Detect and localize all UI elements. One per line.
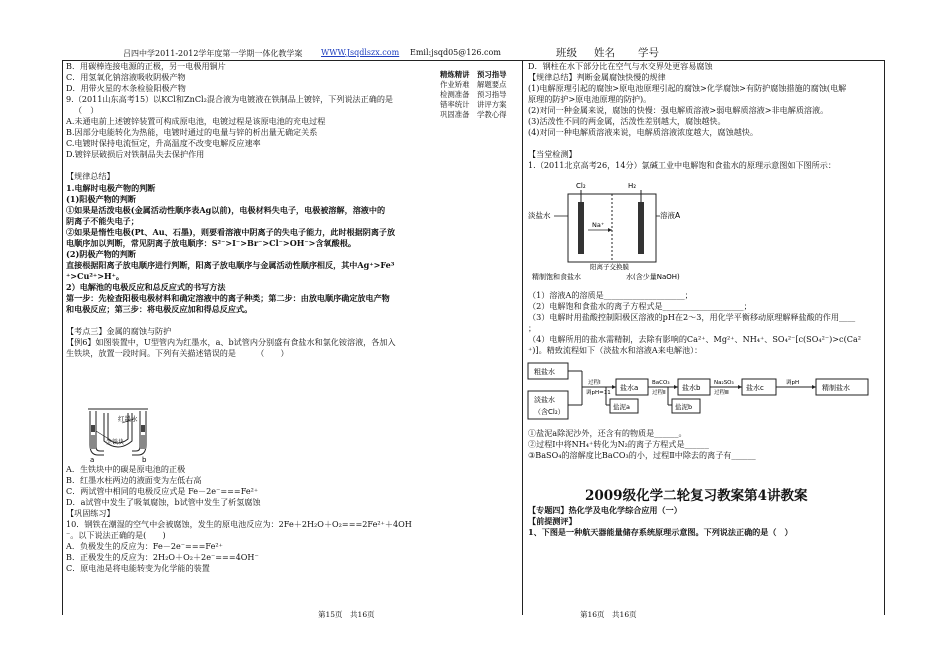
text-line: ②如果是惰性电极(Pt、Au、石墨)，则要看溶液中阴离子的失电子能力，此时根据阴离子放 [66,226,396,237]
text-line: C．原电池是将电能转变为化学能的装置 [66,563,210,574]
membrane-label: 阳离子交换膜 [590,263,629,271]
text-line: 【前提测评】 [528,516,577,527]
na2so3-label: Na₂SO₃ [714,380,734,386]
side-guide-item: 检测准备 预习指导 [440,90,507,99]
right-column-text [528,61,846,171]
lesson-title: 2009级化学二轮复习教案第4讲教案 [585,488,808,504]
text-line: （ ） [74,105,99,116]
left-column-text-2 [66,464,412,574]
name-label: 姓名 [594,47,615,59]
dilute-brine-sub: （含Cl₂） [534,408,565,416]
salt-water-a-box: 盐水a [620,384,639,392]
text-line: 【巩固练习】 [66,508,115,519]
email-text: Emil:jsqd05@126.com [410,48,501,57]
class-label: 班级 [556,47,577,59]
text-line [66,315,396,326]
text-line: C．两试管中相同的电极反应式是 Fe－2e⁻===Fe²⁺ [66,486,259,497]
text-line: ⁺>Cu²⁺>H⁺。 [66,270,124,281]
text-line: 【当堂检测】 [528,149,577,160]
text-line: ①盐泥a除泥沙外，还含有的物质是______。 [528,428,687,438]
text-line: D．用带火星的木条检验阳极产物 [66,83,186,94]
refined-brine-box: 精制盐水 [822,384,850,392]
text-line: (1)电解原理引起的腐蚀>原电池原理引起的腐蚀>化学腐蚀>有防护腐蚀措施的腐蚀(电解 [528,83,847,94]
school-title: 吕四中学2011-2012学年度第一学期一体化教学案 [123,49,303,58]
side-guide [440,70,507,120]
dilute-brine-label: 淡盐水 [528,211,551,220]
text-line: ⁺)]。精致流程如下（淡盐水和溶液A来电解池）： [528,345,703,356]
salt-water-c-box: 盐水c [746,384,764,392]
text-line: 10．钢铁在潮湿的空气中会被腐蚀，发生的原电池反应为：2Fe＋2H₂O＋O₂===2Fe²⁺＋4OH [66,519,412,530]
side-guide-item: 错率统计 讲评方案 [440,100,507,109]
text-line: 【专题四】热化学及电化学综合应用（一） [528,505,682,515]
text-line: 和电极反应；第三步：将电极反应加和得总反应式。 [66,304,253,315]
cl2-label: Cl₂ [576,182,586,190]
u-tube-iron-label: 生铁块 [106,439,125,446]
text-line: A.未通电前上述镀锌装置可构成原电池，电镀过程是该原电池的充电过程 [66,116,326,127]
side-guide-item: 作业矫难 解题要点 [440,80,507,89]
text-line [528,138,846,149]
text-line: 1、下图是一种航天器能量储存系统原理示意图。下列说法正确的是（ ） [528,527,793,538]
adjust-ph-label: 调pH [786,380,800,386]
mud-b-box: 盐泥b [675,403,693,411]
text-line: 原理的防护>原电池原理的防护)。 [528,94,652,105]
saturated-brine-label: 精制饱和食盐水 [532,273,581,281]
tube-a-label: a [90,456,95,463]
text-line: 【规律总结】 [66,171,115,182]
number-label: 学号 [638,47,659,59]
text-line: D．钢柱在水下部分比在空气与水交界处更容易腐蚀 [528,61,713,71]
text-line: 【例6】如图装置中，U型管内为红墨水，a、b试管内分别盛有食盐水和氯化铵溶液，各加入 [66,337,396,348]
tube-b-label: b [142,456,147,463]
text-line: (1)阳极产物的判断 [66,193,136,204]
water-label: 水(含少量NaOH) [626,273,680,281]
text-line: (4)对同一种电解质溶液来说，电解质溶液浓度越大，腐蚀越快。 [528,127,758,138]
text-line: 第一步：先检查阳极电极材料和确定溶液中的离子种类；第二步：由放电顺序确定放电产物 [66,292,390,303]
dilute-brine-box: 淡盐水 [534,396,555,404]
text-line: 生铁块，放置一段时间。下列有关描述错误的是 （ ） [66,348,289,359]
solution-a-label: 溶液A [660,211,681,220]
process-1-label: 过程Ⅰ [588,380,601,386]
text-line: (2)阴极产物的判断 [66,248,136,259]
right-column-text-4 [528,505,793,538]
text-line: B.因部分电能转化为热能，电镀时通过的电量与锌的析出量无确定关系 [66,127,318,138]
text-line: 电顺序加以判断，常见阴离子放电顺序：S²⁻>I⁻>Br⁻>Cl⁻>OH⁻>含氧酸根。 [66,237,356,248]
text-line: ⁻。以下说法正确的是( ) [66,530,166,541]
text-line: C.电镀时保持电流恒定，升高温度不改变电解反应速率 [66,138,261,149]
text-line: 9.（2011山东高考15）以KCl和ZnCl₂混合液为电镀液在铁制品上镀锌，下列说法正确的是 [66,94,394,105]
text-line: B．红墨水柱两边的液面变为左低右高 [66,475,202,486]
text-line: B．用碳棒连接电源的正极，另一电极用铜片 [66,61,226,71]
process-2-label: 过程Ⅱ [652,390,666,396]
footer-right-page-number: 第16页 共16页 [580,610,637,619]
purification-flow-diagram [526,357,882,425]
text-line [66,160,396,171]
right-column-text-2 [528,290,861,356]
mud-a-box: 盐泥a [613,403,630,411]
text-line: （2）电解饱和食盐水的离子方程式是____________________； [528,301,752,312]
na-ion-label: Na⁺ [592,221,605,229]
text-line: ③BaSO₄的溶解度比BaCO₃的小，过程Ⅱ中除去的离子有______ [528,450,756,461]
raw-brine-box: 粗盐水 [534,368,555,376]
text-line: C．用氢氧化钠溶液吸收阴极产物 [66,72,186,83]
text-line: (2)对同一种金属来说，腐蚀的快慢：强电解质溶液>弱电解质溶液>非电解质溶液。 [528,105,829,116]
u-tube-figure [78,401,158,463]
right-column-text-3 [528,428,756,461]
text-line: B．正极发生的反应为：2H₂O＋O₂＋2e⁻===4OH⁻ [66,552,259,563]
text-line: ②过程Ⅰ中将NH₄⁺转化为N₂的离子方程式是______ [528,439,709,450]
text-line: D.镀锌层破损后对铁制品失去保护作用 [66,149,205,160]
text-line: 阴离子不能失电子； [66,215,139,226]
electrolysis-cell-figure [528,180,706,282]
text-line: ； [528,323,537,334]
text-line: （3）电解时用盐酸控制阳极区溶液的pH在2～3，用化学平衡移动原理解释盐酸的作用____ [528,312,856,323]
text-line: ①如果是活泼电极(金属活动性顺序表Ag以前)，电极材料失电子，电极被溶解，溶液中的 [66,204,386,215]
salt-water-b-box: 盐水b [682,384,701,392]
process-3-label: 过程Ⅲ [714,390,729,396]
website-link[interactable]: WWW.Jsqdlszx.com [321,48,400,57]
ph11-label: 调pH=11 [586,390,611,396]
text-line: 1.（2011北京高考26，14分）氯碱工业中电解饱和食盐水的原理示意图如下图所示： [528,160,836,171]
h2-label: H₂ [628,182,637,190]
baco3-label: BaCO₃ [652,380,670,386]
side-guide-title: 精炼精讲 预习指导 [440,70,507,79]
text-line: （4）电解所用的盐水需精制，去除有影响的Ca²⁺、Mg²⁺、NH₄⁺、SO₄²⁻[c(SO₄²⁻)>c(Ca² [528,334,862,345]
text-line: （1）溶液A的溶质是____________________； [528,290,693,300]
side-guide-item: 巩固准备 学教心得 [440,110,507,119]
text-line: 2）电解池的电极反应和总反应式的书写方法 [66,281,226,292]
text-line: D．a试管中发生了吸氧腐蚀，b试管中发生了析氢腐蚀 [66,497,261,508]
text-line: 直接根据阳离子放电顺序进行判断，阳离子放电顺序与金属活动性顺序相反，其中Ag⁺>Fe³ [66,259,395,270]
text-line: 1.电解时电极产物的判断 [66,182,156,193]
right-margin-rule [884,60,885,615]
page-header [0,46,950,60]
text-line: 【考点三】金属的腐蚀与防护 [66,326,172,337]
footer-left-page-number: 第15页 共16页 [318,610,375,619]
text-line: (3)活泼性不同的两金属，活泼性差别越大，腐蚀越快。 [528,116,726,127]
left-column-text [66,61,396,359]
left-margin-rule [62,60,63,615]
text-line: A．负极发生的反应为：Fe－2e⁻===Fe²⁺ [66,541,223,552]
u-tube-ink-label: 红墨水 [118,415,138,423]
center-rule [522,60,523,615]
text-line: A．生铁块中的碳是原电池的正极 [66,464,186,474]
text-line: 【规律总结】判断金属腐蚀快慢的规律 [528,72,666,83]
